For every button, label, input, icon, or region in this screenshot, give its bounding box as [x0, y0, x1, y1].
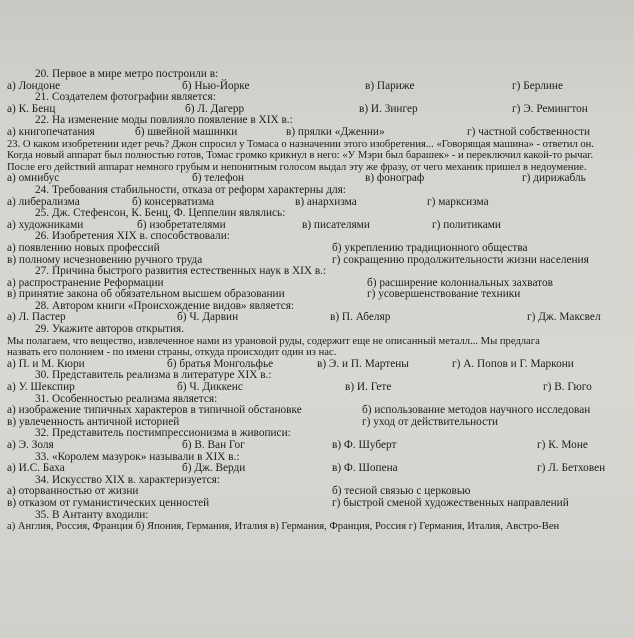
paragraph-line	[7, 138, 634, 151]
answer-option: г) А. Попов и Г. Маркони	[452, 357, 574, 370]
answer-option: а) появлению новых профессий	[7, 241, 160, 254]
paragraph-text: 23. О каком изобретении идет речь? Джон спросил у Томаса о назначении этого изобретения... «Говорящая машина» - ответил он.	[7, 138, 594, 150]
answer-option: г) усовершенствование техники	[367, 288, 521, 301]
answer-option: а) распространение Реформации	[7, 276, 164, 289]
paragraph-text: Мы полагаем, что вещество, извлеченное нами из урановой руды, содержит еще не описанный металл... Мы предлага	[7, 335, 540, 347]
answer-option: в) анархизма	[295, 195, 357, 208]
answer-option: в) П. Абеляр	[330, 311, 391, 324]
answer-option: а) либерализма	[7, 195, 80, 208]
question-text: 35. В Антанту входили:	[35, 508, 149, 521]
question-text: 22. На изменение моды повлияло появление в XIX в.:	[35, 114, 293, 127]
answer-option: а) И.С. Баха	[7, 462, 65, 475]
answer-option: б) телефон	[192, 172, 245, 185]
questions-list	[7, 68, 634, 533]
answer-option: а) оторванностью от жизни	[7, 485, 139, 498]
answer-option: а) Лондоне	[7, 79, 61, 92]
answer-option: в) И. Зингер	[359, 102, 418, 115]
question-text: 29. Укажите авторов открытия.	[35, 323, 185, 336]
answer-option: б) Ч. Дарвин	[177, 311, 239, 324]
answer-option: б) укреплению традиционного общества	[332, 241, 528, 254]
answer-option: г) К. Моне	[537, 439, 588, 451]
answer-option: в) Э. и П. Мартены	[317, 357, 409, 370]
paragraph-line	[7, 521, 634, 533]
paragraph-line	[7, 150, 634, 162]
answer-option: а) Л. Пастер	[7, 311, 66, 324]
answer-option: б) тесной связью с церковью	[332, 485, 471, 498]
paragraph-text: После его действий аппарат немного грубым и непонятным голосом выдал эту же фразу, от чего механик пришел в недоумение.	[7, 161, 587, 173]
answer-option: б) расширение колониальных захватов	[367, 276, 553, 289]
paragraph-text: Когда новый аппарат был полностью готов, Томас громко крикнул в него: «У Мэри был барашек» - и переключил какой-то рычаг.	[7, 150, 594, 162]
question-line	[35, 266, 634, 278]
answer-option: б) использование методов научного исследован	[362, 404, 591, 417]
answer-option: б) В. Ван Гог	[182, 439, 245, 451]
question-text: 27. Причина быстрого развития естественных наук в XIX в.:	[35, 265, 327, 278]
answer-option: а) книгопечатания	[7, 125, 95, 138]
answer-option: а) К. Бенц	[7, 102, 56, 115]
answer-option: б) консерватизма	[132, 195, 215, 208]
answer-option: г) Л. Бетховен	[537, 462, 606, 475]
answer-option: а) омнибус	[7, 172, 60, 185]
question-text: 21. Создателем фотографии является:	[35, 91, 216, 104]
answer-option: а) Э. Золя	[7, 439, 54, 451]
answer-option: а) изображение типичных характеров в типичной обстановке	[7, 404, 302, 417]
answer-options-line	[7, 241, 634, 255]
answer-option: а) П. и М. Кюри	[7, 357, 85, 370]
answer-option: г) уход от действительности	[362, 415, 499, 428]
answer-option: в) полному исчезновению ручного труда	[7, 253, 203, 266]
answer-option: в) Ф. Шопена	[332, 462, 398, 475]
answer-option: г) Берлине	[512, 79, 563, 92]
answer-options-line	[7, 125, 634, 139]
answer-option: в) отказом от гуманистических ценностей	[7, 496, 210, 509]
answer-option: г) марксизма	[427, 195, 489, 208]
paragraph-text: а) Англия, Россия, Франция б) Япония, Германия, Италия в) Германия, Франция, Россия г) Германия, Италия, Австро-Вен	[7, 521, 560, 533]
answer-option: в) И. Гете	[345, 381, 392, 394]
answer-option: в) писателями	[302, 218, 370, 231]
question-text: 30. Представитель реализма в литературе XIX в.:	[35, 369, 272, 382]
answer-option: б) Ч. Диккенс	[177, 381, 243, 394]
question-text: 20. Первое в мире метро построили в:	[35, 68, 219, 80]
answer-option: в) Ф. Шуберт	[332, 439, 397, 451]
answer-option: в) увлеченность античной историей	[7, 415, 180, 428]
question-text: 31. Особенностью реализма является:	[35, 392, 218, 405]
question-text: 24. Требования стабильности, отказа от реформ характерны для:	[35, 183, 346, 196]
answer-option: б) Л. Дагерр	[185, 102, 245, 115]
paragraph-text: назвать его полонием - по имени страны, откуда происходит один из нас.	[7, 347, 337, 359]
answer-option: б) изобретателями	[137, 218, 226, 231]
answer-option: г) дирижабль	[522, 172, 586, 185]
answer-option: в) Париже	[365, 79, 415, 92]
answer-option: г) Дж. Максвел	[527, 311, 601, 324]
paragraph-line	[7, 335, 634, 348]
question-line	[35, 324, 634, 336]
answer-option: а) У. Шекспир	[7, 381, 75, 394]
question-line	[35, 185, 634, 197]
answer-option: в) прялки «Дженни»	[286, 125, 385, 138]
question-text: 34. Искусство XIX в. характеризуется:	[35, 473, 220, 486]
question-text: 28. Автором книги «Происхождение видов» является:	[35, 299, 295, 312]
answer-option: г) сокращению продолжительности жизни населения	[332, 253, 589, 266]
answer-option: а) художниками	[7, 218, 84, 231]
question-text: 32. Представитель постимпрессионизма в живописи:	[35, 427, 291, 440]
question-text: 26. Изобретения XIX в. способствовали:	[35, 230, 230, 243]
question-line	[35, 208, 634, 220]
answer-option: б) Дж. Верди	[182, 462, 246, 475]
answer-option: б) братья Монгольфье	[167, 357, 274, 370]
answer-option: г) Э. Ремингтон	[512, 102, 588, 115]
question-text: 25. Дж. Стефенсон, К. Бенц, Ф. Цеппелин являлись:	[35, 207, 286, 220]
question-text: 33. «Королем мазурок» называли в XIX в.:	[35, 450, 240, 463]
question-line	[35, 69, 634, 81]
question-line	[35, 510, 634, 522]
answer-option: в) фонограф	[365, 172, 425, 185]
answer-option: г) В. Гюго	[543, 381, 592, 394]
answer-option: г) быстрой сменой художественных направлений	[332, 496, 569, 509]
answer-option: в) принятие закона об обязательном высшем образовании	[7, 288, 285, 301]
answer-option: б) швейной машинки	[135, 125, 238, 138]
answer-option: б) Нью-Йорке	[182, 79, 250, 92]
answer-option: г) политиками	[432, 218, 501, 231]
answer-option: г) частной собственности	[467, 125, 591, 138]
